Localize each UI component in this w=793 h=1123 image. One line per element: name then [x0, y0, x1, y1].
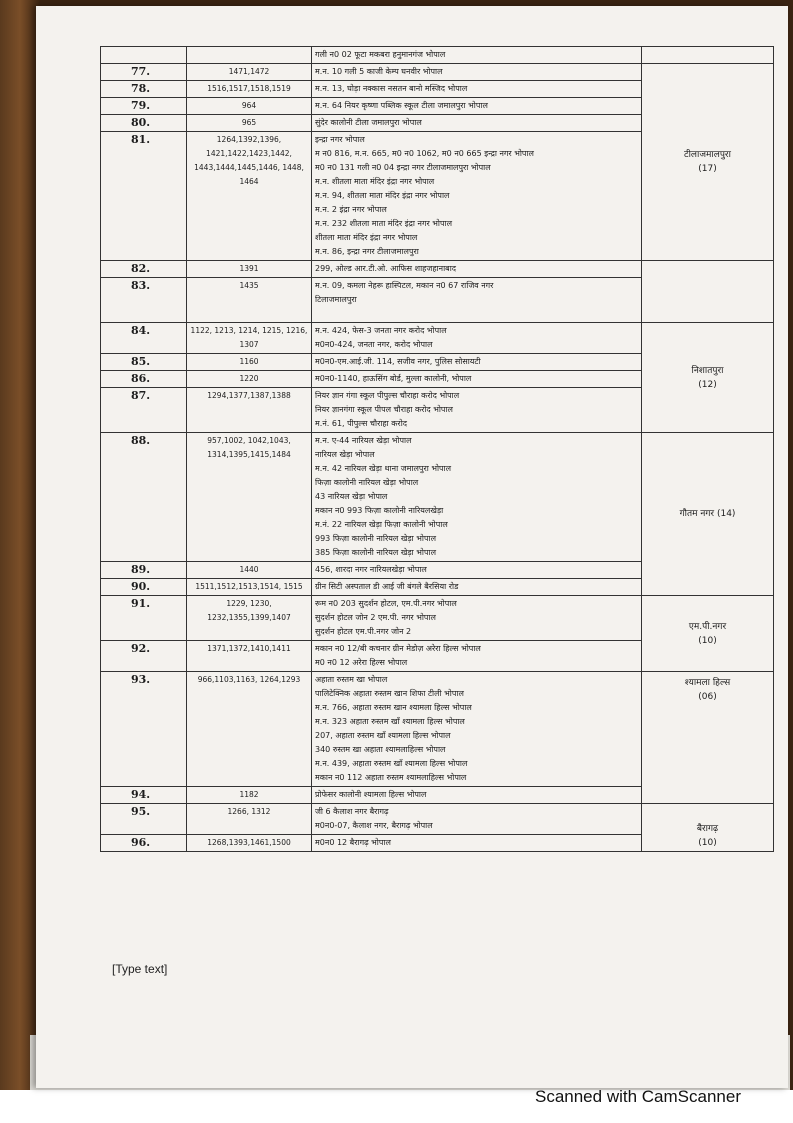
plot-numbers-cell: 1122, 1213, 1214, 1215, 1216, 1307 — [187, 323, 312, 354]
address-line: म0न0-1140, हाऊसिंग बोर्ड, मुल्ला कालोनी, भोपाल — [315, 374, 472, 383]
address-line: म न0 816, म.न. 665, म0 न0 1062, म0 न0 665 इन्द्रा नगर भोपाल — [315, 149, 534, 158]
address-line: म.न. 424, फेस-3 जनता नगर करोद भोपाल — [315, 326, 447, 335]
serial-number-cell: 84. — [101, 323, 187, 354]
serial-number-cell: 93. — [101, 672, 187, 787]
address-cell — [312, 672, 642, 787]
zone-cell — [642, 323, 774, 433]
serial-number-cell: 88. — [101, 433, 187, 562]
serial-number-cell: 91. — [101, 596, 187, 641]
zone-cell — [642, 433, 774, 596]
plot-numbers-cell: 1391 — [187, 261, 312, 278]
address-line: मकान न0 112 अहाता रुस्तम श्यामलाहिल्स भोपाल — [315, 773, 467, 782]
address-cell — [312, 98, 642, 115]
address-cell — [312, 261, 642, 278]
address-line: म.न. 2 इंद्रा नगर भोपाल — [315, 205, 387, 214]
address-line: अहाता रुस्तम खा भोपाल — [315, 675, 388, 684]
address-line: शीतला माता मंदिर इंद्रा नगर भोपाल — [315, 233, 418, 242]
address-line: सुदर्शन होटल जोन 2 एम.पी. नगर भोपाल — [315, 613, 436, 622]
address-line: म0 न0 12 अरेरा हिल्स भोपाल — [315, 658, 408, 667]
plot-numbers-cell: 965 — [187, 115, 312, 132]
serial-number-cell: 94. — [101, 787, 187, 804]
address-line: 385 फिज़ा कालोनी नारियल खेड़ा भोपाल — [315, 548, 437, 557]
address-line: म.न. 10 गली 5 काजी केम्प घनवीर भोपाल — [315, 67, 443, 76]
address-line: पालिटेक्निक अहाता रुस्तम खान शिफा टीली भोपाल — [315, 689, 464, 698]
address-line: म.न. 86, इन्द्रा नगर टीलाजमालपुरा — [315, 247, 419, 256]
address-table — [100, 46, 774, 852]
plot-numbers-cell: 1229, 1230, 1232,1355,1399,1407 — [187, 596, 312, 641]
address-cell — [312, 115, 642, 132]
serial-number-cell: 86. — [101, 371, 187, 388]
plot-numbers-cell: 1268,1393,1461,1500 — [187, 835, 312, 852]
address-line: रूम न0 203 सुदर्शन होटल, एम.पी.नगर भोपाल — [315, 599, 457, 608]
address-line: मकान न0 993 फिज़ा कालोनी नारियलखेड़ा — [315, 506, 444, 515]
plot-numbers-cell: 1516,1517,1518,1519 — [187, 81, 312, 98]
address-line: 993 फिज़ा कालोनी नारियल खेड़ा भोपाल — [315, 534, 437, 543]
plot-numbers-cell: 1435 — [187, 278, 312, 323]
plot-numbers-cell: 1440 — [187, 562, 312, 579]
plot-numbers-cell: 1160 — [187, 354, 312, 371]
address-line: इन्द्रा नगर भोपाल — [315, 135, 365, 144]
plot-numbers-cell: 1264,1392,1396, 1421,1422,1423,1442, 1443,1444,1445,1446, 1448, 1464 — [187, 132, 312, 261]
address-line: म.न. ए-44 नारियल खेड़ा भोपाल — [315, 436, 412, 445]
serial-number-cell: 80. — [101, 115, 187, 132]
address-line: टिलाजमालपुरा — [315, 295, 357, 304]
plot-numbers-cell: 1294,1377,1387,1388 — [187, 388, 312, 433]
address-line: फिज़ा कालोनी नारियल खेड़ा भोपाल — [315, 478, 419, 487]
address-line: 299, ओल्ड आर.टी.ओ. आफिस शाहजहानाबाद — [315, 264, 457, 273]
zone-cell-blank — [642, 261, 774, 323]
serial-number-cell: 85. — [101, 354, 187, 371]
zone-cell-blank — [642, 47, 774, 64]
address-line: 456, शारदा नगर नारियलखेड़ा भोपाल — [315, 565, 427, 574]
address-line: म.न. 42 नारियल खेड़ा थाना जमालपुरा भोपाल — [315, 464, 452, 473]
zone-cell — [642, 64, 774, 261]
address-cell — [312, 354, 642, 371]
address-line: म.न. 94, शीतला माता मंदिर इंद्रा नगर भोपाल — [315, 191, 450, 200]
address-cell — [312, 641, 642, 672]
plot-numbers-cell — [187, 47, 312, 64]
serial-number-cell — [101, 47, 187, 64]
table-row — [101, 433, 774, 562]
address-line: ग्रीन सिटी अस्पताल डी आई जी बंगले बैरसिया रोड — [315, 582, 459, 591]
serial-number-cell: 82. — [101, 261, 187, 278]
table-row — [101, 672, 774, 787]
zone-count: (10) — [698, 635, 717, 646]
serial-number-cell: 96. — [101, 835, 187, 852]
address-line: 43 नारियल खेड़ा भोपाल — [315, 492, 388, 501]
zone-name: निशातपुरा — [691, 365, 724, 376]
serial-number-cell: 89. — [101, 562, 187, 579]
address-cell — [312, 47, 642, 64]
serial-number-cell: 83. — [101, 278, 187, 323]
address-cell — [312, 596, 642, 641]
address-cell — [312, 132, 642, 261]
zone-name: टीलाजमालपुरा — [684, 150, 731, 160]
address-line: मकान न0 12/बी कचनार ग्रीन मेडोज़ अरेरा हिल्स भोपाल — [315, 644, 481, 653]
address-line: म0न0-424, जनता नगर, करोद भोपाल — [315, 340, 433, 349]
address-cell — [312, 278, 642, 323]
plot-numbers-cell: 1182 — [187, 787, 312, 804]
serial-number-cell: 78. — [101, 81, 187, 98]
serial-number-cell: 90. — [101, 579, 187, 596]
address-cell — [312, 64, 642, 81]
plot-numbers-cell: 1371,1372,1410,1411 — [187, 641, 312, 672]
table-row — [101, 804, 774, 835]
zone-cell — [642, 672, 774, 804]
address-line: म.न. 232 शीतला माता मंदिर इंद्रा नगर भोपाल — [315, 219, 453, 228]
address-line: म.नं. 61, पीपुल्स चौराहा करोद — [315, 419, 408, 428]
scanner-watermark: Scanned with CamScanner — [534, 1087, 741, 1106]
address-cell — [312, 323, 642, 354]
address-cell — [312, 81, 642, 98]
serial-number-cell: 81. — [101, 132, 187, 261]
address-cell — [312, 804, 642, 835]
zone-count: (12) — [698, 379, 717, 390]
zone-count: (10) — [698, 838, 717, 848]
address-line: म.न. 64 नियर कृष्णा पब्लिक स्कूल टीला जमालपुरा भोपाल — [315, 101, 488, 110]
address-line: म0न0-07, कैलाश नगर, बैरागढ़ भोपाल — [315, 821, 433, 830]
address-line: म.न. 323 अहाता रुस्तम खाँ श्यामला हिल्स भोपाल — [315, 717, 465, 726]
address-line: 340 रुस्तम खा अहाता श्यामलाहिल्स भोपाल — [315, 745, 446, 754]
table-row — [101, 64, 774, 81]
address-line: नियर ज्ञानगंगा स्कूल पीपल चौराहा करोद भोपाल — [315, 405, 453, 414]
address-line: म.न. शीतला माता मंदिर इंद्रा नगर भोपाल — [315, 177, 435, 186]
address-line: म.न. 766, अहाता रुस्तम खान श्यामला हिल्स भोपाल — [315, 703, 472, 712]
address-line: 207, अहाता रुस्तम खाँ श्यामला हिल्स भोपाल — [315, 731, 451, 740]
table-row — [101, 323, 774, 354]
address-line: सुदर्शन होटल एम.पी.नगर जोन 2 — [315, 627, 412, 636]
address-cell — [312, 388, 642, 433]
address-cell — [312, 787, 642, 804]
address-line: म.नं. 22 नारियल खेड़ा फिज़ा कालोनी भोपाल — [315, 520, 448, 529]
address-line: नियर ज्ञान गंगा स्कूल पीपुल्स चौराहा करोद भोपाल — [315, 391, 460, 400]
plot-numbers-cell: 966,1103,1163, 1264,1293 — [187, 672, 312, 787]
zone-name: गौतम नगर — [679, 509, 715, 519]
table-row — [101, 47, 774, 64]
serial-number-cell: 87. — [101, 388, 187, 433]
plot-numbers-cell: 957,1002, 1042,1043, 1314,1395,1415,1484 — [187, 433, 312, 562]
address-line: गली न0 02 फूटा मकबरा हनुमानगंज भोपाल — [315, 50, 446, 59]
zone-name: श्यामला हिल्स — [684, 678, 731, 688]
address-line: म.न. 13, घोड़ा नक्कास नसतन बानो मस्जिद भोपाल — [315, 84, 468, 93]
plot-numbers-cell: 964 — [187, 98, 312, 115]
address-line: म0न0-एम.आई.जी. 114, सजीव नगर, पुलिस सोसायटी — [315, 357, 481, 366]
address-line: प्रोफेसर कालोनी श्यामला हिल्स भोपाल — [315, 790, 427, 799]
address-line: म.न. 09, कमला नेहरू हास्पिटल, मकान न0 67 राजिव नगर — [315, 281, 494, 290]
serial-number-cell: 92. — [101, 641, 187, 672]
zone-name: एम.पी.नगर — [688, 621, 727, 632]
serial-number-cell: 79. — [101, 98, 187, 115]
zone-count: (06) — [698, 692, 717, 702]
zone-name: बैरागढ़ — [696, 824, 719, 834]
serial-number-cell: 77. — [101, 64, 187, 81]
address-cell — [312, 579, 642, 596]
footer-placeholder-text: [Type text] — [112, 962, 168, 976]
address-line: सुंदेर कालोनी टीला जमालपुरा भोपाल — [315, 118, 422, 127]
table-row — [101, 261, 774, 278]
zone-cell — [642, 596, 774, 672]
address-line: म0न0 12 बैरागढ़ भोपाल — [315, 838, 391, 847]
address-line: म0 न0 131 गली न0 04 इन्द्रा नगर टीलाजमालपुरा भोपाल — [315, 163, 491, 172]
address-line: जी 6 कैलाश नगर बैरागढ़ — [315, 807, 389, 816]
address-line: म.न. 439, अहाता रुस्तम खाँ श्यामला हिल्स भोपाल — [315, 759, 468, 768]
address-cell — [312, 433, 642, 562]
plot-numbers-cell: 1471,1472 — [187, 64, 312, 81]
address-cell — [312, 562, 642, 579]
zone-count: (14) — [716, 509, 736, 519]
address-cell — [312, 371, 642, 388]
plot-numbers-cell: 1266, 1312 — [187, 804, 312, 835]
address-cell — [312, 835, 642, 852]
table-row — [101, 596, 774, 641]
zone-cell — [642, 804, 774, 852]
plot-numbers-cell: 1220 — [187, 371, 312, 388]
address-line: नारियल खेड़ा भोपाल — [315, 450, 375, 459]
plot-numbers-cell: 1511,1512,1513,1514, 1515 — [187, 579, 312, 596]
serial-number-cell: 95. — [101, 804, 187, 835]
zone-count: (17) — [698, 164, 717, 174]
